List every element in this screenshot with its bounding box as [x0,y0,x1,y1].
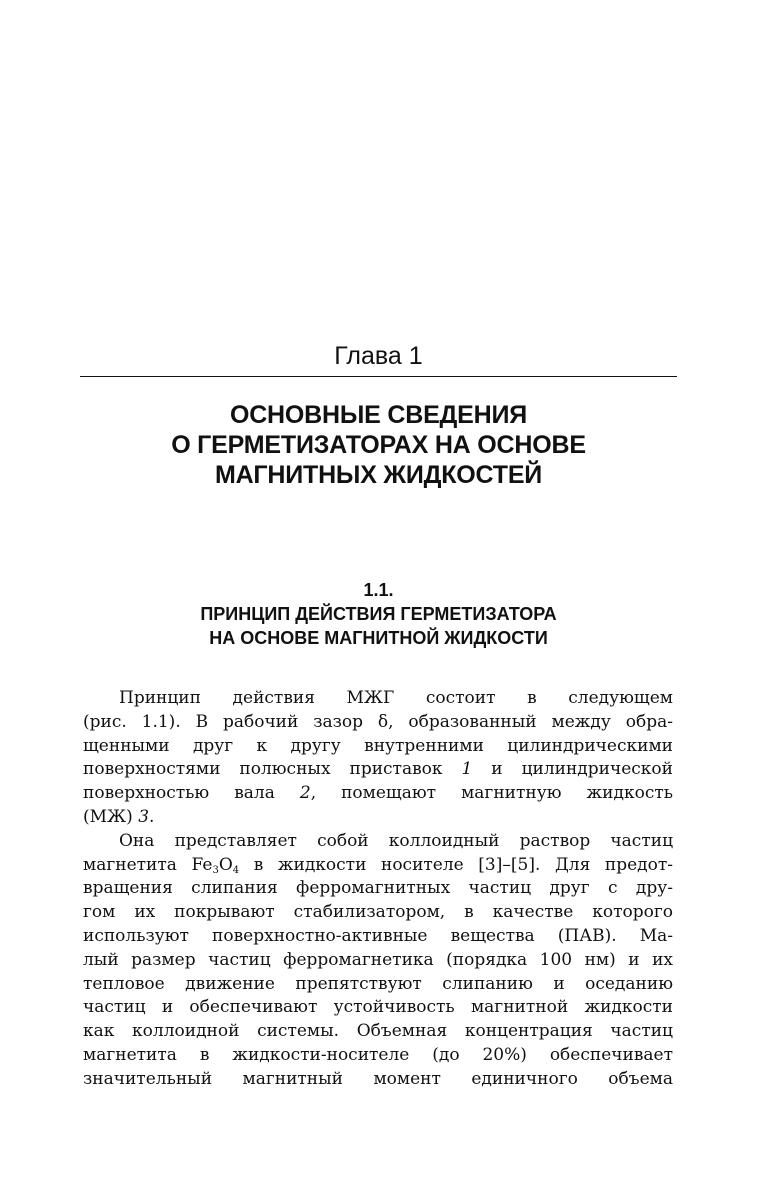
section-heading [80,578,677,650]
figure-ref-number: 2 [299,783,311,804]
text-line: частиц и обеспечивают устойчивость магнитной жидкости [83,997,673,1018]
text-line: гом их покрывают стабилизатором, в качестве которого [83,902,673,923]
text-line [83,854,673,878]
text-segment: поверхностью вала [83,783,275,804]
text-line: (рис. 1.1). В рабочий зазор δ, образованный между обра- [83,711,673,732]
text-segment: поверхностями полюсных приставок [83,759,443,780]
figure-ref-number: 1 [461,759,473,780]
text-line: вращения слипания ферромагнитных частиц друг с дру- [83,878,673,899]
chapter-divider [80,376,677,377]
chapter-title-line: О ГЕРМЕТИЗАТОРАХ НА ОСНОВЕ [171,431,586,459]
text-line: Она представляет собой коллоидный раствор частиц [119,830,673,851]
text-line [83,782,673,806]
text-line [83,806,673,830]
body-text [83,687,673,1092]
figure-ref-number: 3 [138,806,150,827]
text-segment: в жидкости носителе [3]–[5]. Для предот- [239,854,673,875]
chapter-title [80,400,677,490]
text-segment: и цилиндрической [491,759,674,780]
text-segment: , помещают магнитную жидкость [310,783,674,804]
text-line: тепловое движение препятствуют слипанию и оседанию [83,973,673,994]
section-title-line: ПРИНЦИП ДЕЙСТВИЯ ГЕРМЕТИЗАТОРА [200,604,557,624]
chapter-title-line: ОСНОВНЫЕ СВЕДЕНИЯ [229,401,528,429]
section-title-line: НА ОСНОВЕ МАГНИТНОЙ ЖИДКОСТИ [209,628,548,648]
text-line: щенными друг к другу внутренними цилиндрическими [83,735,673,756]
chapter-label: Глава 1 [334,342,423,370]
section-number: 1.1. [363,580,394,600]
subscript: 4 [232,864,240,876]
text-line [83,758,673,782]
text-line: как коллоидной системы. Объемная концентрация частиц [83,1021,673,1042]
text-segment: (МЖ) [83,806,133,827]
text-segment: O [218,854,233,875]
chapter-title-line: МАГНИТНЫХ ЖИДКОСТЕЙ [214,461,543,489]
text-segment: магнетита Fe [83,854,213,875]
text-line: магнетита в жидкости-носителе (до 20%) обеспечивает [83,1044,673,1065]
text-line: значительный магнитный момент единичного объема [83,1068,673,1089]
text-line: используют поверхностно-активные вещества (ПАВ). Ма- [83,925,673,946]
text-line: Принцип действия МЖГ состоит в следующем [119,688,673,708]
subscript: 3 [212,864,219,876]
text-segment: . [149,806,155,827]
text-line: лый размер частиц ферромагнетика (порядка 100 нм) и их [83,949,673,970]
